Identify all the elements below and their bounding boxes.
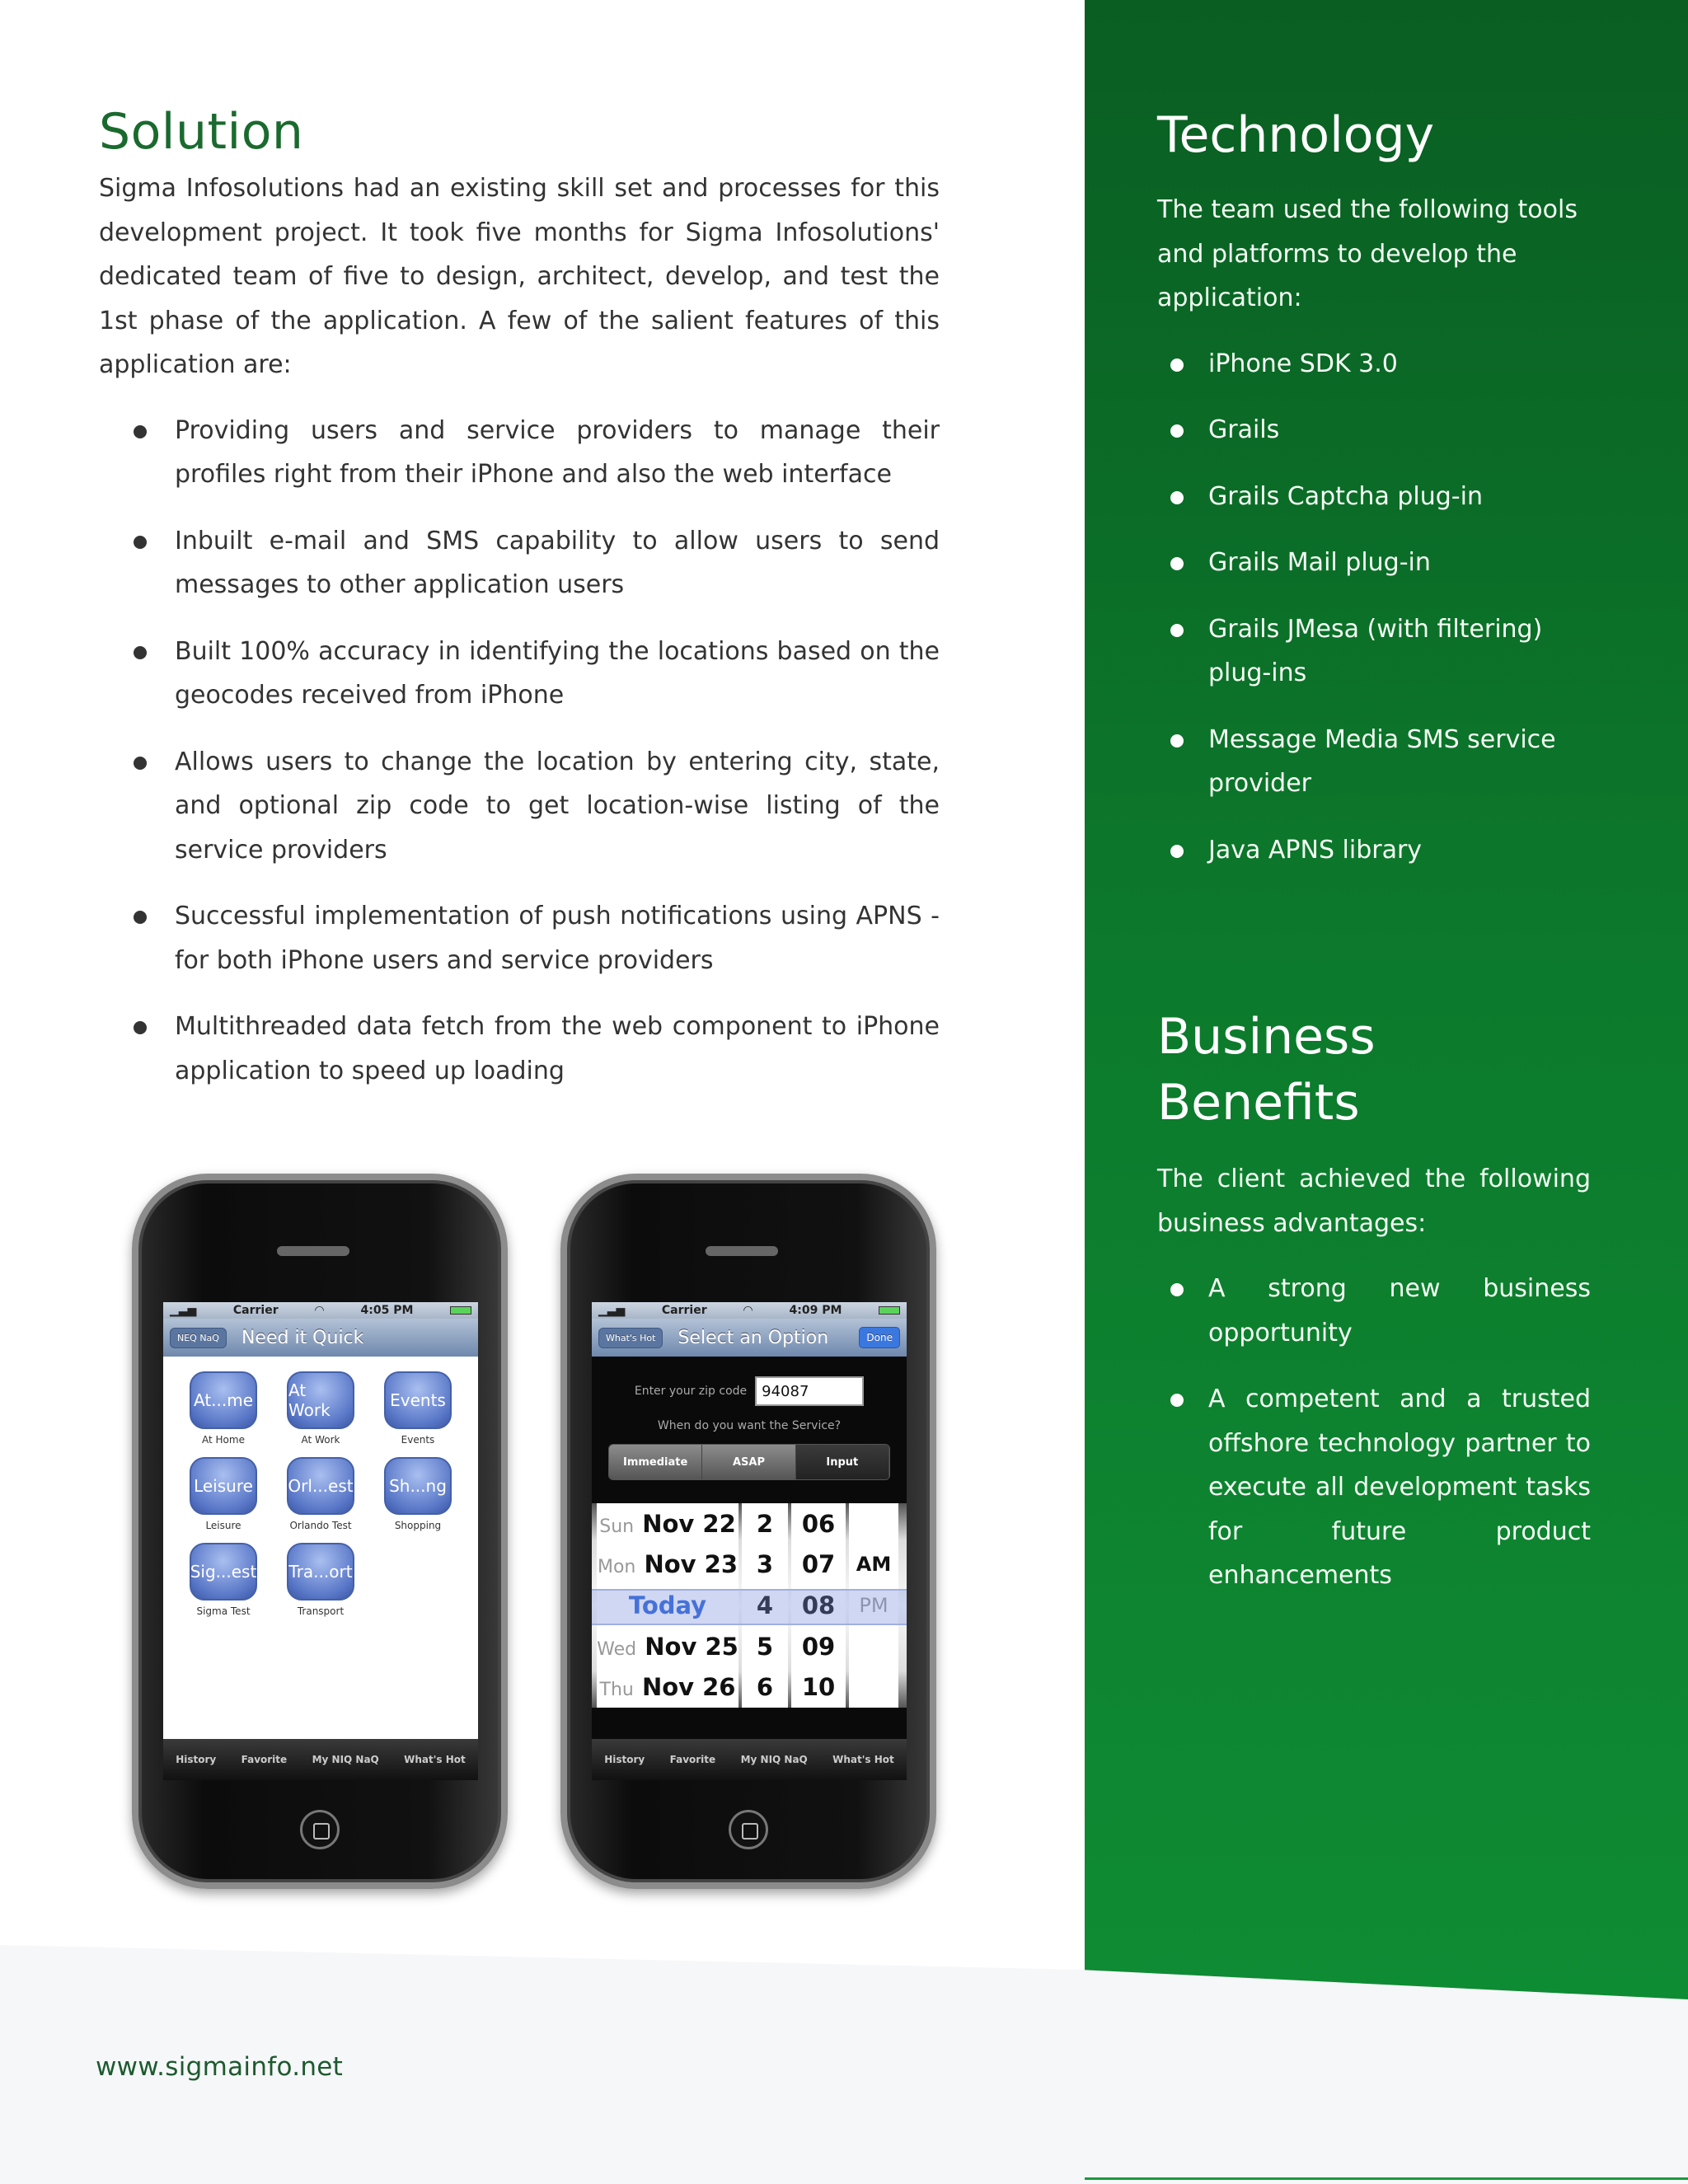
tab-history[interactable]: History [604,1754,645,1765]
picker-hour: 6 [756,1673,774,1702]
picker-ampm [849,1675,898,1699]
at-work-icon: At Work [287,1371,354,1429]
date-time-picker[interactable] [592,1503,907,1708]
technology-item: iPhone SDK 3.0 [1157,342,1591,387]
back-button[interactable]: What's Hot [598,1328,663,1348]
app-label: Shopping [394,1520,442,1531]
technology-heading: Technology [1157,106,1435,164]
technology-item: Grails [1157,408,1591,452]
zip-code-input[interactable]: 94087 [755,1376,864,1406]
app-label: Sigma Test [196,1605,251,1617]
app-label: At Work [301,1434,340,1446]
technology-item: Java APNS library [1157,828,1591,873]
app-label: Orlando Test [289,1520,352,1531]
technology-item: Message Media SMS service provider [1157,718,1591,806]
app-label: At Home [202,1434,245,1446]
status-bar [163,1302,478,1319]
tab-whats-hot[interactable]: What's Hot [404,1754,466,1765]
app-label: Leisure [205,1520,241,1531]
benefits-section [1157,1004,1591,1620]
picker-ampm: AM [856,1553,892,1577]
nav-bar [163,1319,478,1357]
timing-segmented-control [608,1444,890,1480]
technology-list [1157,342,1591,873]
back-button[interactable]: NEQ NaQ [170,1328,227,1348]
nav-title: Need it Quick [241,1327,364,1348]
segment-immediate[interactable]: Immediate [609,1445,702,1479]
feature-item: Successful implementation of push notifications using APNS - for both iPhone users and service providers [99,894,940,982]
technology-item: Grails JMesa (with filtering) plug-ins [1157,607,1591,696]
battery-icon [450,1306,471,1315]
speaker-grille [277,1246,349,1256]
tab-my-niq-naq[interactable]: My NIQ NaQ [312,1754,379,1765]
benefits-intro: The client achieved the following business advantages: [1157,1165,1591,1238]
picker-ampm: PM [859,1593,889,1617]
category-at-work[interactable] [272,1371,369,1446]
feature-item: Built 100% accuracy in identifying the locations based on the geocodes received from iPhone [99,630,940,718]
benefits-list [1157,1267,1591,1598]
picker-day-row: Sun Nov 22 [599,1509,736,1538]
technology-item: Grails Mail plug-in [1157,541,1591,585]
picker-day-row: Thu Nov 26 [599,1673,736,1702]
tab-history[interactable]: History [176,1754,217,1765]
picker-minute: 08 [801,1591,836,1619]
picker-day-row: Wed Nov 25 [597,1632,738,1661]
phone-screen-need-it-quick [163,1302,478,1780]
picker-hour: 4 [756,1591,774,1619]
home-button [300,1810,340,1849]
sigma-test-icon: Sig...est [190,1543,257,1601]
tab-favorite[interactable]: Favorite [669,1754,716,1765]
benefit-item: A strong new business opportunity [1157,1267,1591,1355]
zip-row [592,1376,907,1406]
solution-heading: Solution [99,103,304,161]
category-leisure[interactable] [175,1457,272,1531]
website-url[interactable]: www.sigmainfo.net [96,2052,344,2082]
picker-ampm [849,1512,898,1535]
status-time: 4:05 PM [360,1304,414,1317]
picker-hour: 5 [756,1632,774,1661]
picker-minute: 10 [801,1673,836,1702]
carrier-label: Carrier [661,1304,707,1317]
category-transport[interactable] [272,1543,369,1617]
transport-icon: Tra...ort [287,1543,354,1601]
status-time: 4:09 PM [789,1304,842,1317]
picker-day-row-today: Today [628,1591,707,1619]
iphone-mockup-1 [132,1174,508,1889]
picker-minute: 07 [801,1550,836,1579]
speaker-grille [706,1246,778,1256]
footer-divider [1085,2177,1688,2180]
category-shopping[interactable] [369,1457,467,1531]
technology-intro: The team used the following tools and platforms to develop the application: [1157,195,1578,312]
wifi-icon: ◠ [315,1304,324,1317]
tab-my-niq-naq[interactable]: My NIQ NaQ [740,1754,808,1765]
iphone-mockup-2 [560,1174,936,1889]
picker-minute: 06 [801,1509,836,1538]
picker-selection-bar [592,1589,907,1625]
done-button[interactable]: Done [859,1327,900,1348]
benefit-item: A competent and a trusted offshore technology partner to execute all development tasks for future product enhancements [1157,1377,1591,1598]
signal-icon: ▁▃▅ [170,1304,197,1317]
phone-screen-select-option [592,1302,907,1780]
picker-ampm [849,1635,898,1658]
solution-intro: Sigma Infosolutions had an existing skill set and processes for this development project. It took five months for Sigma Infosolutions' dedicated team of five to design, architect, develop, and test the 1st phase of the application. A few of the salient features of this application are: [99,174,940,379]
category-sigma-test[interactable] [175,1543,272,1617]
tab-bar [592,1739,907,1780]
zip-label: Enter your zip code [634,1385,748,1398]
leisure-icon: Leisure [190,1457,257,1515]
category-events[interactable] [369,1371,467,1446]
feature-item: Providing users and service providers to manage their profiles right from their iPhone and also the web interface [99,409,940,497]
shopping-icon: Sh...ng [384,1457,452,1515]
picker-hour: 2 [756,1509,774,1538]
events-icon: Events [384,1371,452,1429]
picker-day-row: Mon Nov 23 [597,1550,738,1579]
status-bar [592,1302,907,1319]
technology-item: Grails Captcha plug-in [1157,475,1591,519]
picker-hour: 3 [756,1550,774,1579]
technology-section [1157,102,1591,894]
app-label: Transport [297,1605,345,1617]
category-at-home[interactable] [175,1371,272,1446]
tab-bar [163,1739,478,1780]
segment-input[interactable]: Input [796,1445,889,1479]
carrier-label: Carrier [232,1304,279,1317]
feature-item: Allows users to change the location by entering city, state, and optional zip code to get location-wise listing of the service providers [99,740,940,873]
segment-asap[interactable]: ASAP [702,1445,795,1479]
feature-item: Inbuilt e-mail and SMS capability to allow users to send messages to other application users [99,519,940,607]
tab-whats-hot[interactable]: What's Hot [832,1754,894,1765]
signal-icon: ▁▃▅ [598,1304,626,1317]
orlando-test-icon: Orl...est [287,1457,354,1515]
feature-item: Multithreaded data fetch from the web component to iPhone application to speed up loading [99,1005,940,1093]
solution-features-list [99,409,940,1094]
tab-favorite[interactable]: Favorite [241,1754,288,1765]
category-orlando-test[interactable] [272,1457,369,1531]
wifi-icon: ◠ [743,1304,753,1317]
nav-bar [592,1319,907,1357]
nav-title: Select an Option [678,1327,829,1348]
app-label: Events [401,1434,435,1446]
picker-minute: 09 [801,1632,836,1661]
at-home-icon: At...me [190,1371,257,1429]
benefits-heading: Business Benefits [1157,1008,1376,1132]
category-grid [163,1357,478,1617]
when-label: When do you want the Service? [657,1419,842,1432]
solution-section [99,97,940,1115]
home-button [729,1810,768,1849]
battery-icon [879,1306,900,1315]
